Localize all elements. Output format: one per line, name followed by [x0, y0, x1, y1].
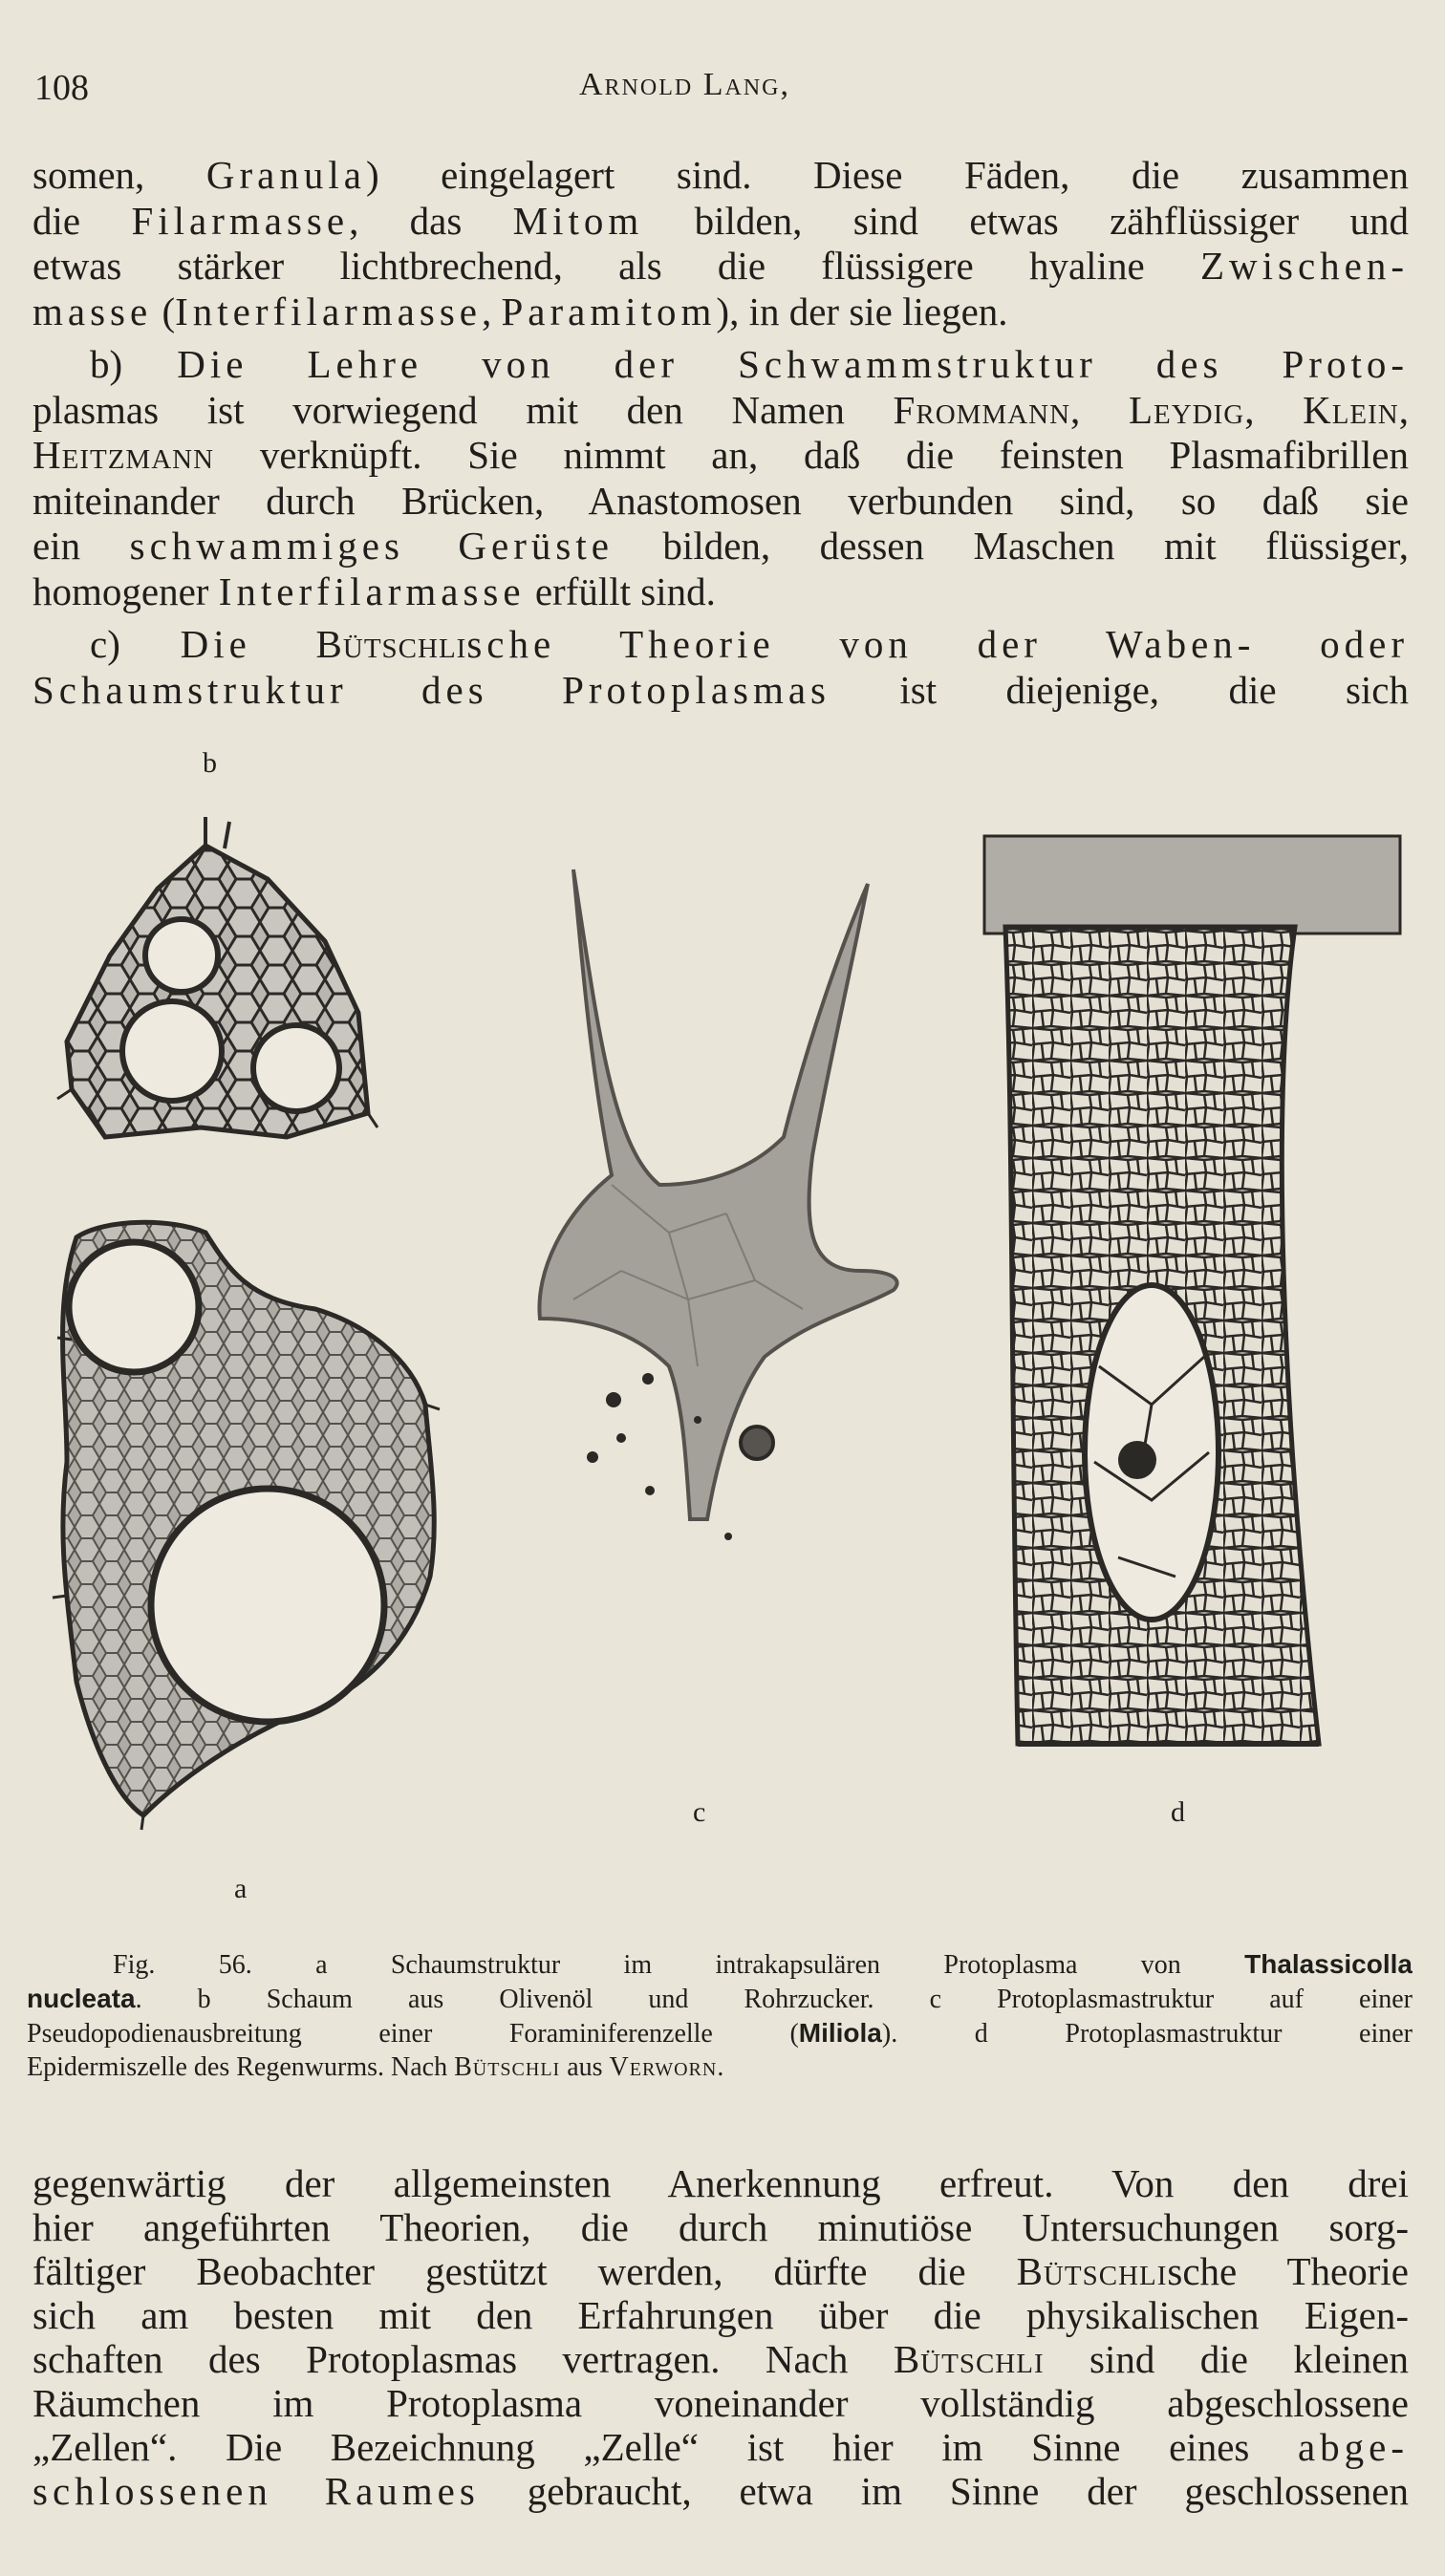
figure-a-thalassicolla-foam — [53, 1222, 440, 1830]
figure-c-miliola-pseudopodia — [539, 869, 896, 1540]
text-line: Räumchen im Protoplasma voneinander vollständig abgeschlossene — [32, 2381, 1409, 2425]
text-line: masse (Interfilarmasse, Paramitom), in der sie liegen. — [32, 289, 1008, 333]
text-line: Heitzmann verknüpft. Sie nimmt an, daß die feinsten Plasmafibrillen — [32, 433, 1409, 477]
text-line: etwas stärker lichtbrechend, als die flüssigere hyaline Zwischen- — [32, 244, 1409, 288]
body-text-bottom — [32, 2161, 1409, 2513]
running-head: Arnold Lang, — [579, 67, 790, 102]
text-line: fältiger Beobachter gestützt werden, dürfte die Bütschlische Theorie — [32, 2249, 1409, 2293]
text-line: b) Die Lehre von der Schwammstruktur des Proto- — [90, 342, 1409, 386]
text-line: plasmas ist vorwiegend mit den Namen Frommann, Leydig, Klein, — [32, 387, 1409, 432]
caption-line: Fig. 56. a Schaumstruktur im intrakapsulären Protoplasma von Thalassicolla — [113, 1949, 1413, 1980]
text-line: somen, Granula) eingelagert sind. Diese Fäden, die zusammen — [32, 153, 1409, 197]
text-line: hier angeführten Theorien, die durch minutiöse Untersuchungen sorg- — [32, 2205, 1409, 2249]
body-text-top — [32, 153, 1409, 713]
figure-label-d: d — [1171, 1796, 1185, 1828]
text-line: homogener Interfilarmasse erfüllt sind. — [32, 569, 716, 613]
caption-line: Pseudopodienausbreitung einer Foraminiferenzelle (Miliola). d Protoplasmastruktur einer — [27, 2018, 1413, 2049]
text-line: ein schwammiges Gerüste bilden, dessen Maschen mit flüssiger, — [32, 524, 1409, 568]
figure-56 — [0, 736, 1445, 1921]
caption-line: Epidermiszelle des Regenwurms. Nach Bütschli aus Verworn. — [27, 2052, 724, 2082]
caption-line: nucleata. b Schaum aus Olivenöl und Rohrzucker. c Protoplasmastruktur auf einer — [27, 1984, 1413, 2014]
figure-d-earthworm-epidermis — [984, 836, 1400, 1744]
figure-label-a: a — [234, 1873, 248, 1904]
text-line: miteinander durch Brücken, Anastomosen verbunden sind, so daß sie — [32, 478, 1409, 523]
text-line: „Zellen“. Die Bezeichnung „Zelle“ ist hier im Sinne eines abge- — [32, 2425, 1409, 2469]
text-line: sich am besten mit den Erfahrungen über die physikalischen Eigen- — [32, 2293, 1409, 2337]
figure-caption — [27, 1947, 1413, 2085]
page-header — [34, 67, 1411, 115]
text-line: schaften des Protoplasmas vertragen. Nach Bütschli sind die kleinen — [32, 2337, 1409, 2381]
figure-label-c: c — [693, 1796, 706, 1828]
figure-label-b: b — [203, 747, 217, 779]
figure-illustration — [0, 736, 1445, 1921]
page-number: 108 — [34, 68, 89, 108]
text-line: gegenwärtig der allgemeinsten Anerkennung erfreut. Von den drei — [32, 2161, 1409, 2205]
figure-b-oil-sugar-foam — [57, 817, 377, 1137]
text-line: c) Die Bütschlische Theorie von der Waben- oder — [90, 622, 1409, 666]
text-line: schlossenen Raumes gebraucht, etwa im Sinne der geschlossenen — [32, 2469, 1409, 2513]
text-line: Schaumstruktur des Protoplasmas ist diejenige, die sich — [32, 667, 1409, 712]
text-line: die Filarmasse, das Mitom bilden, sind etwas zähflüssiger und — [32, 198, 1409, 243]
